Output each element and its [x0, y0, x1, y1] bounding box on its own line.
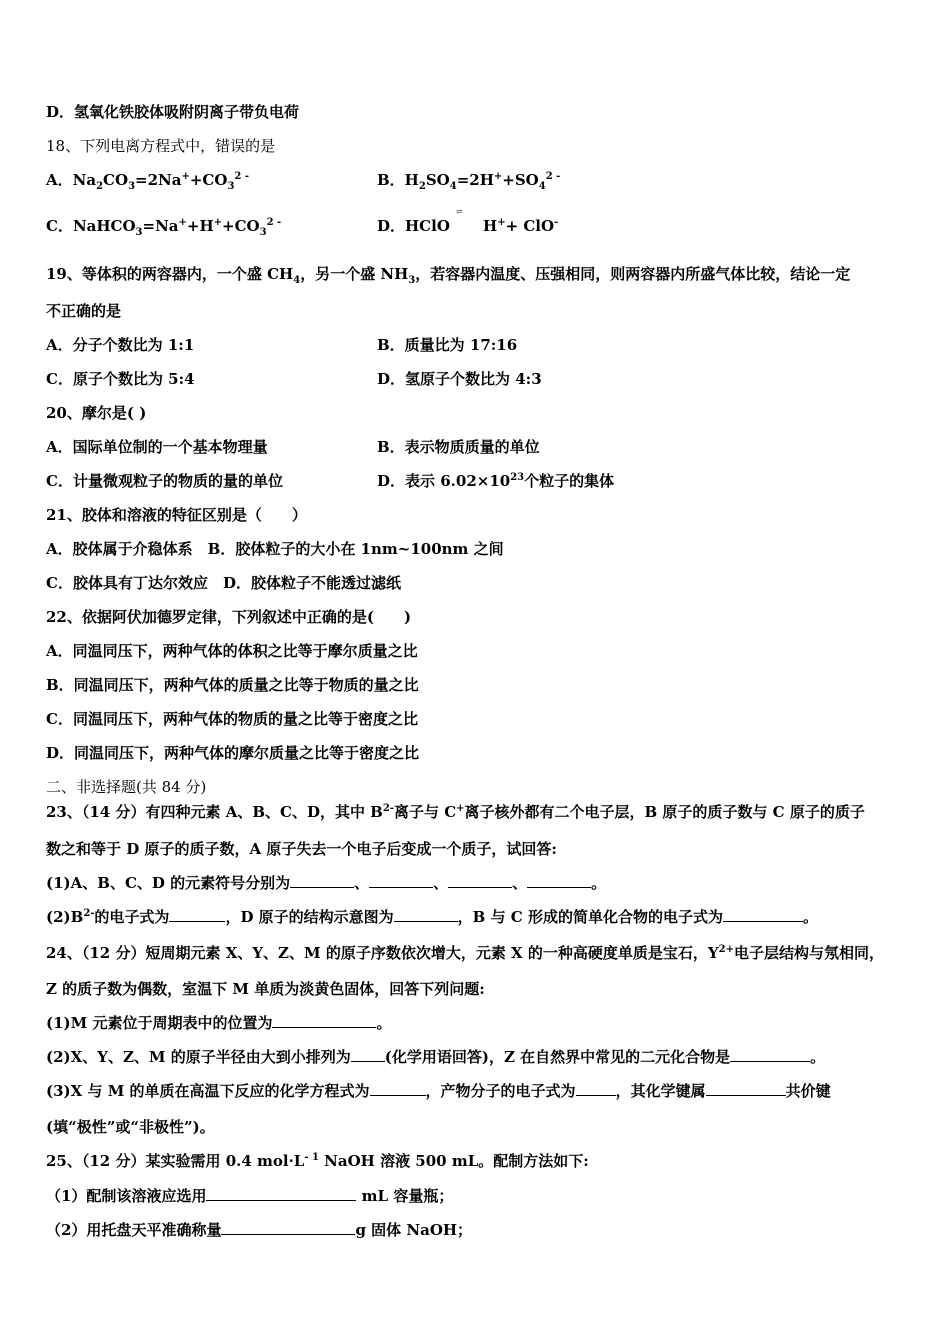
q22-stem: 22、依据阿伏加德罗定律，下列叙述中正确的是( )	[46, 608, 412, 626]
answer-blank[interactable]	[730, 1047, 810, 1062]
answer-blank[interactable]	[370, 1081, 426, 1096]
q23-stem-line2: 数之和等于 D 原子的质子数，A 原子失去一个电子后变成一个质子，试回答:	[46, 840, 557, 858]
reversible-arrow-icon: ⇌	[456, 207, 463, 216]
q23-stem-line1: 23、（14 分）有四种元素 A、B、C、D，其中 $B^{2-}$离子与 C+离子核外都有二个电子层，B 原子的质子数与 C 原子的质子	[46, 803, 865, 821]
q22-option-c: C．同温同压下，两种气体的物质的量之比等于密度之比	[46, 710, 418, 728]
q23-part2: $(2)B^{2-}$的电子式为 ，D 原子的结构示意图为 ，B 与 C 形成的简单化合物的电子式为 。	[46, 908, 818, 926]
q18-option-b: B．$H_2SO_4=2H^++SO_4^{2 -}$	[377, 171, 561, 192]
q24-stem-line1: 24、（12 分）短周期元素 X、Y、Z、M 的原子序数依次增大，元素 X 的一种高硬度单质是宝石，$Y^{2+}$电子层结构与氖相同，	[46, 944, 884, 962]
q24-part1: (1)M 元素位于周期表中的位置为 。	[46, 1014, 392, 1032]
q20-option-a: A．国际单位制的一个基本物理量	[46, 438, 268, 456]
q18-stem: 18、下列电离方程式中，错误的是	[46, 137, 276, 155]
q25-part1: （1）配制该溶液应选用 mL 容量瓶；	[46, 1187, 454, 1205]
q20-option-b: B．表示物质质量的单位	[377, 438, 540, 456]
q19-option-d: D．氢原子个数比为 4:3	[377, 370, 542, 388]
answer-blank[interactable]	[527, 873, 591, 888]
q24-part2: (2)X、Y、Z、M 的原子半径由大到小排列为 (化学用语回答)，Z 在自然界中常见的二元化合物是 。	[46, 1048, 826, 1066]
q22-option-b: B．同温同压下，两种气体的质量之比等于物质的量之比	[46, 676, 419, 694]
q24-part3-note: (填“极性”或“非极性”)。	[46, 1118, 215, 1136]
q25-stem: 25、（12 分）某实验需用 0.4 $mol\cdot L^{- 1}$ NaOH 溶液 500 mL。配制方法如下:	[46, 1152, 589, 1170]
q19-option-c: C．原子个数比为 5:4	[46, 370, 195, 388]
q19-option-b: B．质量比为 17:16	[377, 336, 518, 354]
q18-option-d: D．HClO	[377, 217, 450, 235]
q19-stem-line1: 19、等体积的两容器内，一个盛 $CH_4$，另一个盛 $NH_3$，若容器内温度、压强相同，则两容器内所盛气体比较，结论一定	[46, 265, 851, 286]
q18-option-d-products: H++ ClO-	[483, 217, 559, 235]
answer-blank[interactable]	[221, 1220, 355, 1235]
answer-blank[interactable]	[369, 873, 433, 888]
q23-part1: (1)A、B、C、D 的元素符号分别为 、 、 、 。	[46, 874, 607, 892]
answer-blank[interactable]	[169, 907, 225, 922]
q21-options-ab: A．胶体属于介稳体系 B．胶体粒子的大小在 1nm~100nm 之间	[46, 540, 504, 558]
answer-blank[interactable]	[723, 907, 803, 922]
q20-option-d: D．表示 $6.02\times 10^{23}$个粒子的集体	[377, 472, 615, 490]
answer-blank[interactable]	[706, 1081, 786, 1096]
q17-option-d: D．氢氧化铁胶体吸附阴离子带负电荷	[46, 103, 300, 121]
q21-stem: 21、胶体和溶液的特征区别是（ ）	[46, 506, 307, 524]
answer-blank[interactable]	[290, 873, 354, 888]
q25-part2: （2）用托盘天平准确称量 g 固体 NaOH；	[46, 1221, 473, 1239]
answer-blank[interactable]	[272, 1013, 376, 1028]
q24-stem-line2: Z 的质子数为偶数，室温下 M 单质为淡黄色固体，回答下列问题:	[46, 980, 485, 998]
q19-stem-line2: 不正确的是	[46, 302, 122, 320]
answer-blank[interactable]	[394, 907, 458, 922]
answer-blank[interactable]	[351, 1047, 385, 1062]
q22-option-a: A．同温同压下，两种气体的体积之比等于摩尔质量之比	[46, 642, 418, 660]
q18-option-c: C．$NaHCO_3=Na^++H^++CO_3^{2 -}$	[46, 217, 282, 238]
q19-option-a: A．分子个数比为 1:1	[46, 336, 195, 354]
q22-option-d: D．同温同压下，两种气体的摩尔质量之比等于密度之比	[46, 744, 420, 762]
section-heading: 二、非选择题(共 84 分)	[46, 778, 207, 796]
q20-option-c: C．计量微观粒子的物质的量的单位	[46, 472, 283, 490]
q18-option-a: A．$Na_2CO_3=2Na^++CO_3^{2 -}$	[46, 171, 249, 192]
answer-blank[interactable]	[576, 1081, 616, 1096]
answer-blank[interactable]	[448, 873, 512, 888]
q20-stem: 20、摩尔是( )	[46, 404, 147, 422]
answer-blank[interactable]	[206, 1186, 356, 1201]
q21-options-cd: C．胶体具有丁达尔效应 D．胶体粒子不能透过滤纸	[46, 574, 401, 592]
q24-part3: (3)X 与 M 的单质在高温下反应的化学方程式为 ，产物分子的电子式为 ，其化学键属 共价键	[46, 1082, 831, 1100]
